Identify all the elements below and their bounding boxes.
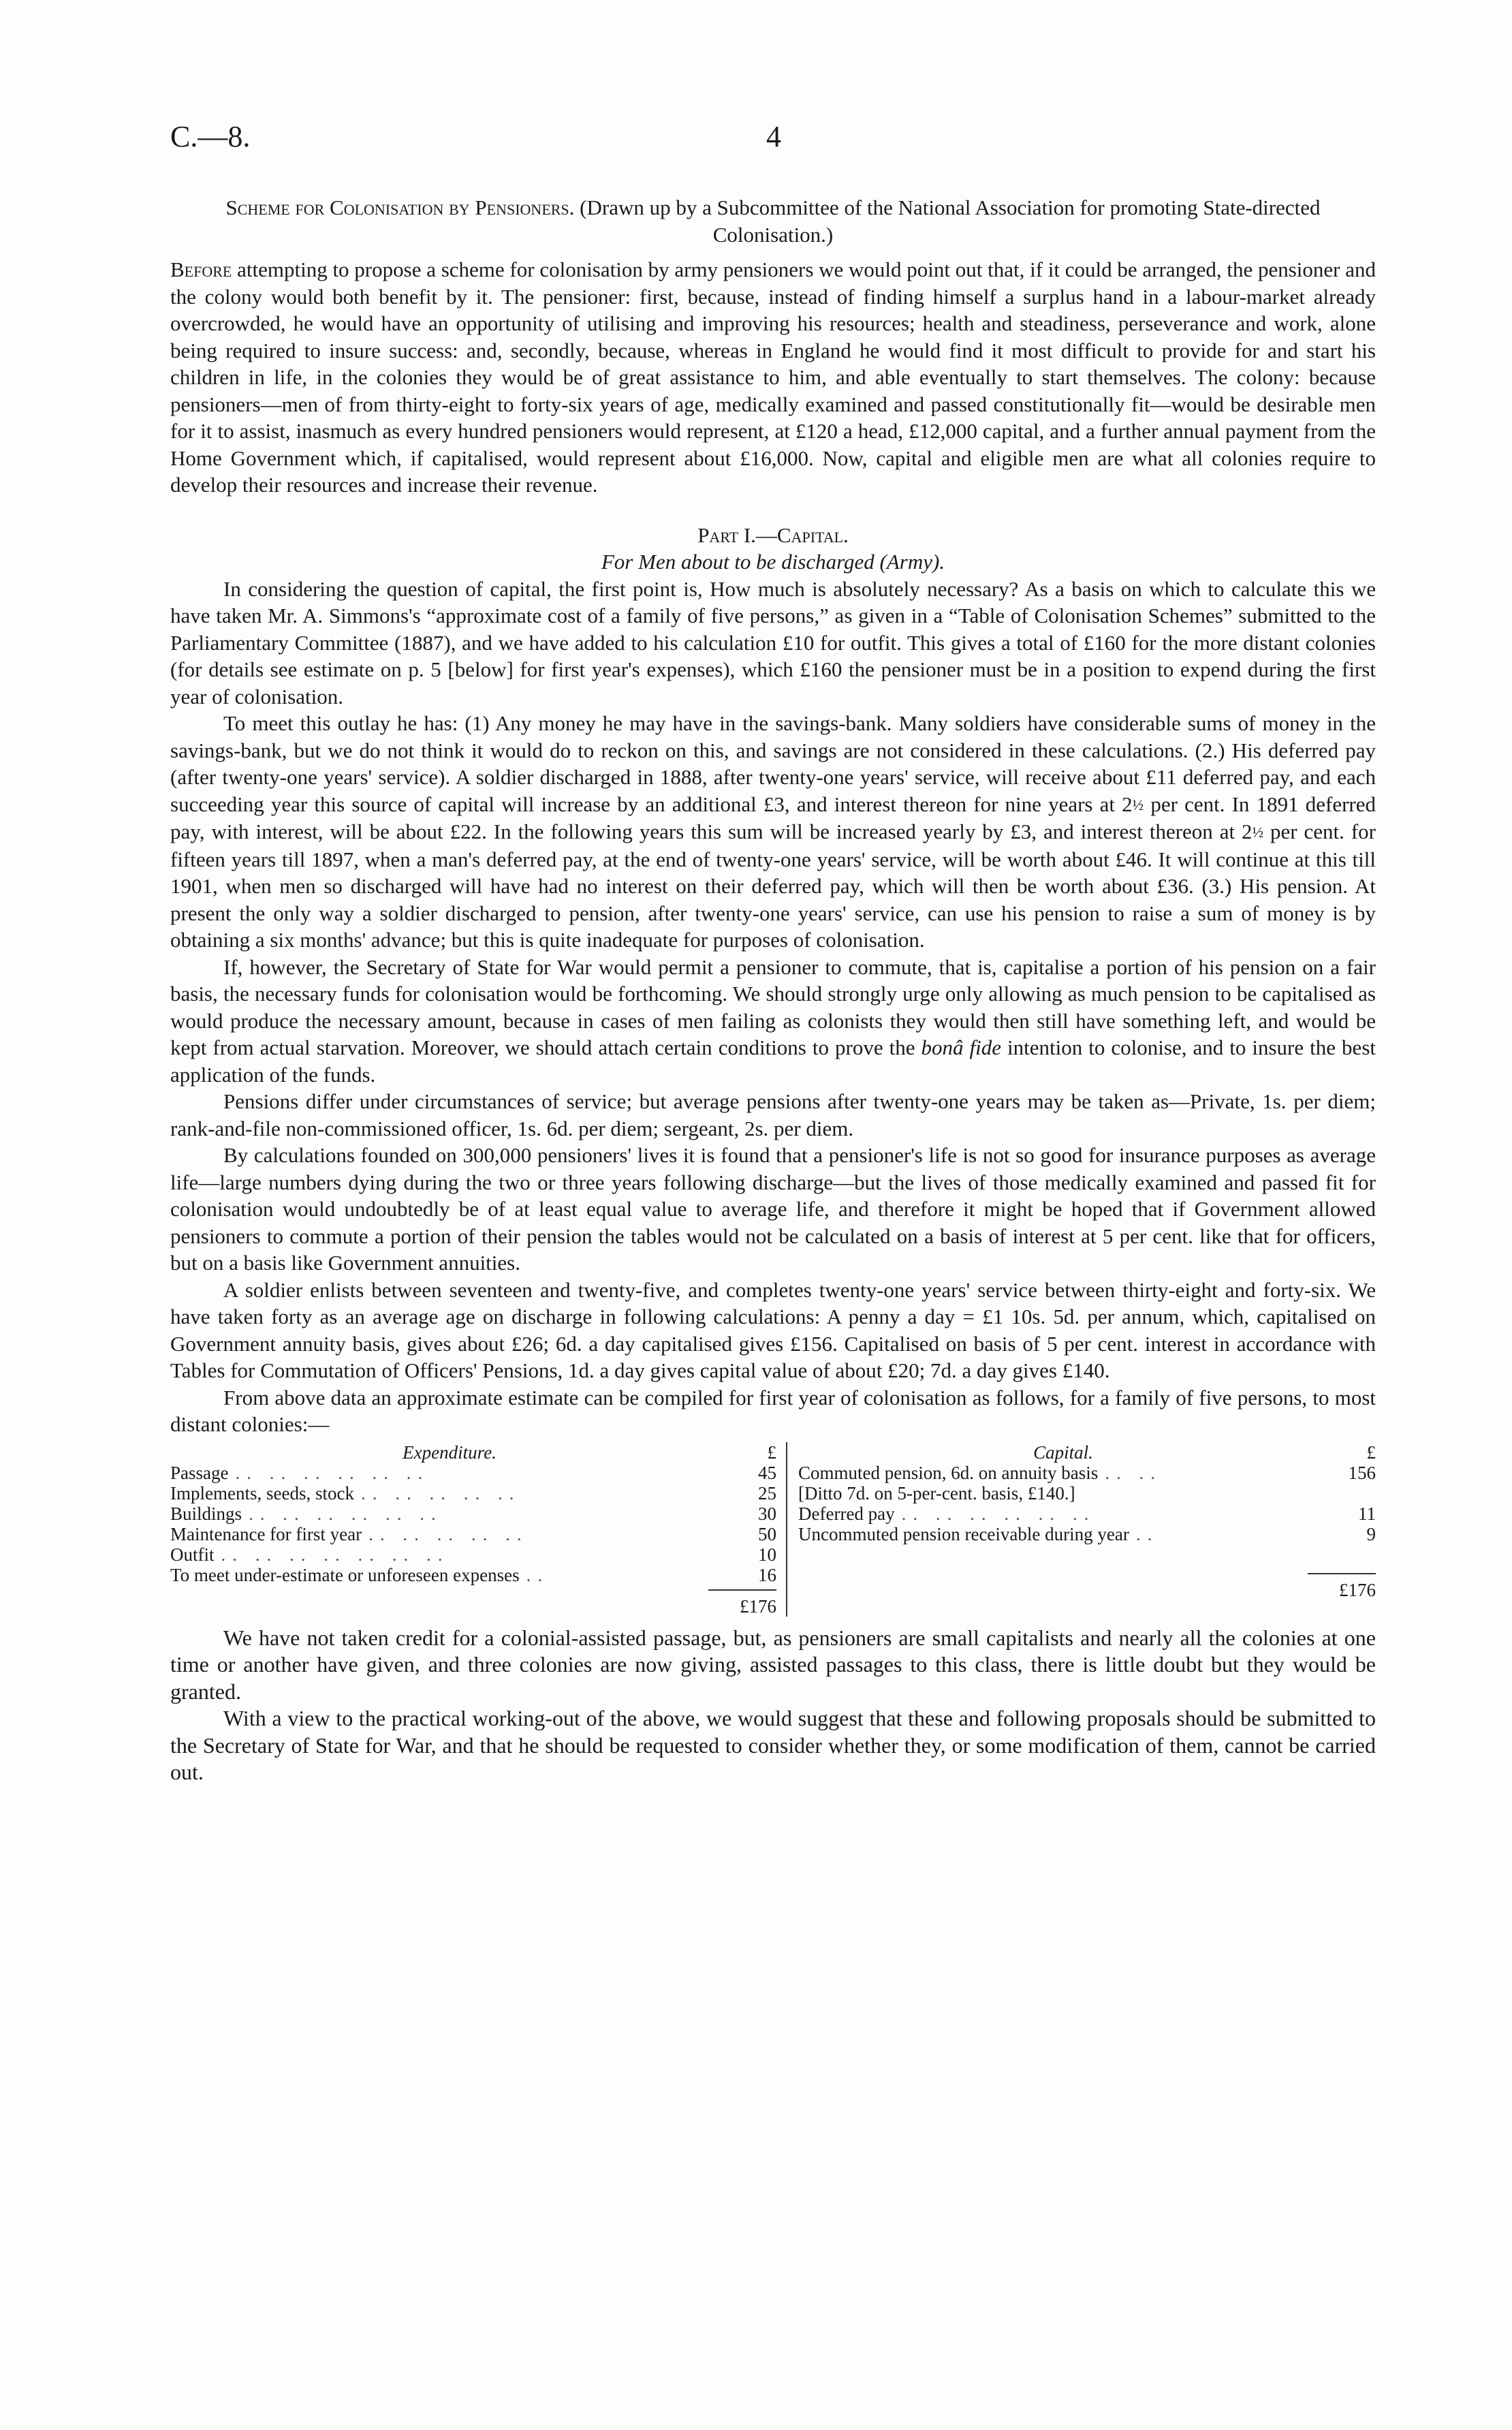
row-label: To meet under-estimate or unforeseen expenses .. — [170, 1564, 550, 1585]
estimate-table — [170, 1442, 1376, 1617]
paragraph-text: If, however, the Secretary of State for War would permit a pensioner to commute, that is, capitalise a portion of his pension on a fair basis, the necessary funds for colonisation would be forthcoming. We should strongly urge only allowing as much pension to be capitalised as would produce the necessary amount, because in cases of men failing as colonists they would then still have something left, and would be kept from actual starvation. Moreover, we should attach certain conditions to prove the — [170, 954, 1376, 1059]
row-label: Uncommuted pension receivable during year .. — [798, 1523, 1159, 1544]
table-row — [170, 1544, 776, 1565]
expenditure-heading: Expenditure. — [403, 1442, 497, 1463]
row-label: Deferred pay .. .. .. .. .. .. — [798, 1503, 1096, 1524]
row-label: [Ditto 7d. on 5-per-cent. basis, £140.] — [798, 1482, 1075, 1504]
currency-symbol: £ — [767, 1442, 776, 1463]
row-amount: 156 — [1348, 1462, 1376, 1483]
document-code: C.—8. — [170, 120, 251, 153]
paragraph: In considering the question of capital, the first point is, How much is absolutely necessary? As a basis on which to calculate this we have taken Mr. A. Simmons's “approximate cost of a family of five persons,” as given in a “Table of Colonisation Schemes” submitted to the Parliamentary Committee (1887), and we have added to his calculation £10 for outfit. This gives a total of £160 for the more distant colonies (for details see estimate on p. 5 [below] for first year's expenses), which £160 the pensioner must be in a position to expend during the first year of colonisation. — [170, 576, 1376, 708]
italic-phrase: bonâ fide — [921, 1035, 1002, 1059]
paragraph: By calculations founded on 300,000 pensioners' lives it is found that a pensioner's life is not so good for insurance purposes as average life—large numbers dying during the two or three years following discharge—but the lives of those medically examined and passed fit for colonisation would undoubtedly be of at least equal value to average life, and therefore it might be hoped that if Government allowed pensioners to commute a portion of their pension the tables would not be calculated on a basis of interest at 5 per cent. like that for officers, but on a basis like Government annuities. — [170, 1143, 1376, 1275]
table-row — [170, 1483, 776, 1504]
fraction: ½ — [1252, 824, 1264, 841]
row-amount: 9 — [1366, 1523, 1376, 1544]
table-row — [798, 1463, 1376, 1483]
currency-symbol: £ — [1366, 1442, 1376, 1463]
row-amount: 16 — [758, 1564, 776, 1585]
document-title — [170, 194, 1376, 248]
part-heading: Part I.—Capital. — [697, 523, 849, 547]
expenditure-header — [170, 1442, 776, 1463]
paragraph-text: per cent. for fifteen years till 1897, when a man's deferred pay, at the end of twenty-one years' service, will be worth about £46. It will continue at this till 1901, when men so discharged will have had no interest on their deferred pay, which will then be worth about £36. (3.) His pension. At present the only way a soldier discharged to pension, after twenty-one years' service, can use his pension to raise a sum of money is by obtaining a six months' advance; but this is quite inadequate for purposes of colonisation. — [170, 820, 1376, 952]
table-row — [170, 1504, 776, 1524]
paragraph — [170, 710, 1376, 954]
expenditure-column — [170, 1442, 787, 1617]
capital-column — [787, 1442, 1376, 1617]
row-label: Commuted pension, 6d. on annuity basis .. .. — [798, 1462, 1162, 1483]
row-label: Passage .. .. .. .. .. .. — [170, 1462, 430, 1483]
paragraph-text: per cent. In 1891 deferred pay, with interest, will be about £22. In the following years this sum will be increased yearly by £3, and interest thereon at 2 — [170, 792, 1376, 843]
capital-header — [798, 1442, 1376, 1463]
capital-total — [798, 1573, 1376, 1600]
total-amount: £176 — [708, 1589, 776, 1617]
row-label: Maintenance for first year .. .. .. .. .. — [170, 1523, 529, 1544]
table-row — [170, 1565, 776, 1585]
closing-section — [170, 1625, 1376, 1786]
paragraph: With a view to the practical working-out of the above, we would suggest that these and following proposals should be submitted to the Secretary of State for War, and that he should be requested to consider whether they, or some modification of them, cannot be carried out. — [170, 1706, 1376, 1784]
row-label: Buildings .. .. .. .. .. .. — [170, 1503, 443, 1524]
intro-paragraph — [170, 256, 1376, 499]
table-row — [798, 1504, 1376, 1524]
paragraph: A soldier enlists between seventeen and twenty-five, and completes twenty-one years' service between thirty-eight and forty-six. We have taken forty as an average age on discharge in following calculations: A penny a day = £1 10s. 5d. per annum, which, capitalised on Government annuity basis, gives about £26; 6d. a day capitalised gives £156. Capitalised on basis of 5 per cent. interest in accordance with Tables for Commutation of Officers' Pensions, 1d. a day gives capital value of about £20; 7d. a day gives £140. — [170, 1277, 1376, 1382]
row-label: Implements, seeds, stock .. .. .. .. .. — [170, 1482, 521, 1504]
table-row — [798, 1483, 1376, 1504]
paragraph-text: To meet this outlay he has: (1) Any money he may have in the savings-bank. Many soldiers have considerable sums of money in the savings-bank, but we do not think it would do to reckon on this, and savings are not considered in these calculations. (2.) His deferred pay (after twenty-one years' service). A soldier discharged in 1888, after twenty-one years' service, will receive about £11 deferred pay, and each succeeding year this source of capital will increase by an additional £3, and interest thereon for nine years at 2 — [170, 711, 1376, 816]
intro-text: attempting to propose a scheme for colonisation by army pensioners we would point out that, if it could be arranged, the pensioner and the colony would both benefit by it. The pensioner: first, because, instead of finding himself a surplus hand in a labour-market already overcrowded, he would have an opportunity of utilising and improving his resources; health and steadiness, perseverance and work, alone being required to insure success: and, secondly, because, whereas in England he would find it most difficult to provide for and start his children in life, in the colonies they would be of great assistance to him, and able eventually to start themselves. The colony: because pensioners—men of from thirty-eight to forty-six years of age, medically examined and passed constitutionally fit—would be desirable men for it to assist, inasmuch as every hundred pensioners would represent, at £120 a head, £12,000 capital, and a further annual payment from the Home Government which, if capitalised, would represent about £16,000. Now, capital and eligible men are what all colonies require to develop their resources and increase their revenue. — [170, 258, 1376, 497]
paragraph: From above data an approximate estimate can be compiled for first year of colonisation as follows, for a family of five persons, to most distant colonies:— — [170, 1385, 1376, 1436]
document-body — [170, 194, 1376, 1786]
paragraph-text: intention to colonise, and to insure the best application of the funds. — [170, 1035, 1376, 1087]
expenditure-total — [170, 1589, 776, 1617]
row-label: Outfit .. .. .. .. .. .. .. — [170, 1544, 450, 1565]
page-header — [170, 119, 1376, 174]
row-amount: 30 — [758, 1503, 776, 1524]
paragraph: Pensions differ under circumstances of service; but average pensions after twenty-one years may be taken as—Private, 1s. per diem; rank-and-file non-commissioned officer, 1s. 6d. per diem; sergeant, 2s. per diem. — [170, 1089, 1376, 1140]
fraction: ½ — [1132, 796, 1144, 813]
row-amount: 25 — [758, 1482, 776, 1504]
row-amount — [1328, 1483, 1376, 1504]
paragraph: We have not taken credit for a colonial-assisted passage, but, as pensioners are small capitalists and nearly all the colonies at one time or another have given, and three colonies are now giving, assisted passages to this class, there is little doubt but they would be granted. — [170, 1625, 1376, 1704]
title-rest: (Drawn up by a Subcommittee of the National Association for promoting State-directed Colonisation.) — [580, 196, 1321, 247]
paragraph — [170, 954, 1376, 1089]
table-row — [170, 1463, 776, 1483]
part-subheading: For Men about to be discharged (Army). — [601, 550, 945, 574]
row-amount: 50 — [758, 1523, 776, 1544]
row-amount: 11 — [1358, 1503, 1376, 1524]
capital-heading: Capital. — [1033, 1442, 1093, 1463]
page-number: 4 — [766, 120, 781, 153]
title-lead: Scheme for Colonisation by Pensioners. — [225, 196, 575, 219]
table-row — [798, 1524, 1376, 1544]
row-amount: 45 — [758, 1462, 776, 1483]
intro-first-word: Before — [170, 258, 232, 281]
table-row — [170, 1524, 776, 1544]
row-amount: 10 — [758, 1544, 776, 1565]
total-amount: £176 — [1308, 1573, 1376, 1600]
